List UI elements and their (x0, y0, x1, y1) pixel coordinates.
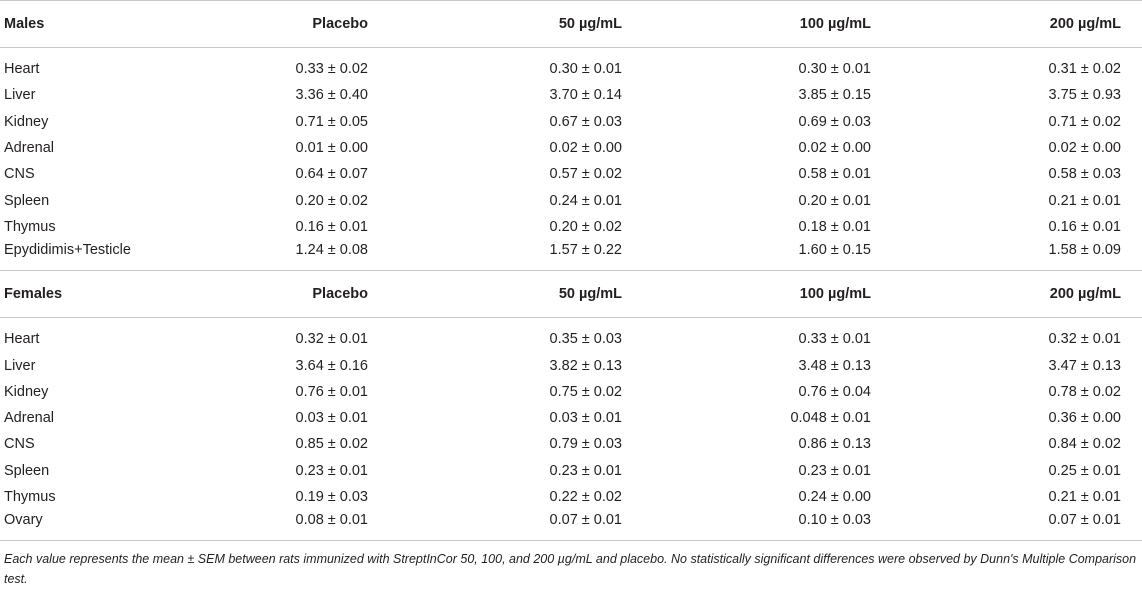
value-cell: 0.79 ± 0.03 (549, 436, 622, 453)
column-header: 50 µg/mL (374, 1, 629, 48)
table-row (0, 379, 1142, 405)
value-cell: 0.23 ± 0.01 (549, 462, 622, 479)
value-cell: 1.24 ± 0.08 (200, 240, 374, 271)
column-header: 100 µg/mL (629, 271, 884, 318)
value-cell: 0.20 ± 0.01 (798, 192, 871, 209)
value-cell: 0.76 ± 0.01 (295, 383, 368, 400)
value-cell: 0.76 ± 0.04 (798, 383, 871, 400)
value-cell: 0.07 ± 0.01 (374, 510, 629, 541)
value-cell: 0.33 ± 0.02 (295, 61, 368, 78)
value-cell: 0.24 ± 0.01 (549, 192, 622, 209)
value-cell: 0.16 ± 0.01 (1048, 218, 1121, 235)
column-header: Placebo (200, 271, 374, 318)
value-cell: 3.48 ± 0.13 (798, 357, 871, 374)
value-cell: 0.03 ± 0.01 (549, 410, 622, 427)
organ-label: Adrenal (4, 140, 54, 157)
value-cell: 0.58 ± 0.03 (1048, 166, 1121, 183)
section-header-row (0, 271, 1142, 318)
section-header-row (0, 1, 1142, 48)
spacer-row (0, 48, 1142, 57)
table-row (0, 135, 1142, 161)
value-cell: 0.32 ± 0.01 (1048, 331, 1121, 348)
value-cell: 0.71 ± 0.02 (1048, 113, 1121, 130)
value-cell: 3.82 ± 0.13 (549, 357, 622, 374)
value-cell: 0.71 ± 0.05 (295, 113, 368, 130)
table-row (0, 82, 1142, 108)
value-cell: 0.10 ± 0.03 (629, 510, 884, 541)
value-cell: 0.86 ± 0.13 (798, 436, 871, 453)
value-cell: 1.57 ± 0.22 (374, 240, 629, 271)
value-cell: 0.78 ± 0.02 (1048, 383, 1121, 400)
value-cell: 0.22 ± 0.02 (549, 489, 622, 505)
table-row (0, 109, 1142, 135)
organ-label: CNS (4, 436, 35, 453)
value-cell: 0.30 ± 0.01 (549, 61, 622, 78)
value-cell: 0.23 ± 0.01 (295, 462, 368, 479)
value-cell: 0.048 ± 0.01 (790, 410, 871, 427)
organ-label: Thymus (4, 489, 56, 505)
organ-label: CNS (4, 166, 35, 183)
table-body (0, 1, 1142, 541)
value-cell: 0.02 ± 0.00 (1048, 140, 1121, 157)
column-header: 100 µg/mL (629, 1, 884, 48)
organ-label: Heart (4, 61, 40, 78)
table-row (0, 56, 1142, 82)
table-row (0, 161, 1142, 187)
value-cell: 0.02 ± 0.00 (549, 140, 622, 157)
organ-label: Adrenal (4, 410, 54, 427)
organ-label: Thymus (4, 218, 56, 235)
group-label: Males (0, 1, 200, 48)
group-label: Females (0, 271, 200, 318)
value-cell: 0.75 ± 0.02 (549, 383, 622, 400)
column-header: Placebo (200, 1, 374, 48)
table-row (0, 326, 1142, 352)
value-cell: 0.02 ± 0.00 (798, 140, 871, 157)
table-row (0, 484, 1142, 510)
value-cell: 0.20 ± 0.02 (549, 218, 622, 235)
value-cell: 0.24 ± 0.00 (798, 489, 871, 505)
value-cell: 1.60 ± 0.15 (629, 240, 884, 271)
table-footnote: Each value represents the mean ± SEM between rats immunized with StreptInCor 50, 100, and 200 µg/mL and placebo. No statistically significant differences were observed by Dunn's Multiple Comparison test. (4, 552, 1137, 586)
column-header: 200 µg/mL (884, 271, 1142, 318)
value-cell: 3.64 ± 0.16 (295, 357, 368, 374)
table-row (0, 431, 1142, 457)
column-header: 200 µg/mL (884, 1, 1142, 48)
organ-label: Spleen (4, 462, 50, 479)
organ-label: Liver (4, 87, 36, 104)
column-header: 50 µg/mL (374, 271, 629, 318)
value-cell: 0.69 ± 0.03 (798, 113, 871, 130)
organ-label: Kidney (4, 383, 49, 400)
value-cell: 0.07 ± 0.01 (884, 510, 1142, 541)
value-cell: 0.58 ± 0.01 (798, 166, 871, 183)
value-cell: 0.85 ± 0.02 (295, 436, 368, 453)
value-cell: 3.75 ± 0.93 (1048, 87, 1121, 104)
value-cell: 3.70 ± 0.14 (549, 87, 622, 104)
value-cell: 0.20 ± 0.02 (295, 192, 368, 209)
value-cell: 0.21 ± 0.01 (1048, 192, 1121, 209)
value-cell: 0.19 ± 0.03 (295, 489, 368, 505)
value-cell: 0.32 ± 0.01 (295, 331, 368, 348)
table-row (0, 240, 1142, 271)
value-cell: 0.36 ± 0.00 (1048, 410, 1121, 427)
value-cell: 3.47 ± 0.13 (1048, 357, 1121, 374)
value-cell: 0.31 ± 0.02 (1048, 61, 1121, 78)
value-cell: 0.21 ± 0.01 (1048, 489, 1121, 505)
value-cell: 0.30 ± 0.01 (798, 61, 871, 78)
spacer-row (0, 318, 1142, 327)
organ-label: Heart (4, 331, 40, 348)
value-cell: 0.18 ± 0.01 (798, 218, 871, 235)
table-row (0, 405, 1142, 431)
table-row (0, 352, 1142, 378)
value-cell: 0.57 ± 0.02 (549, 166, 622, 183)
value-cell: 0.23 ± 0.01 (798, 462, 871, 479)
organ-label: Liver (4, 357, 36, 374)
organ-label: Epydidimis+Testicle (0, 240, 200, 271)
value-cell: 0.64 ± 0.07 (295, 166, 368, 183)
value-cell: 0.16 ± 0.01 (295, 218, 368, 235)
value-cell: 0.67 ± 0.03 (549, 113, 622, 130)
value-cell: 3.36 ± 0.40 (295, 87, 368, 104)
table-row (0, 187, 1142, 213)
value-cell: 0.35 ± 0.03 (549, 331, 622, 348)
value-cell: 1.58 ± 0.09 (884, 240, 1142, 271)
value-cell: 0.01 ± 0.00 (295, 140, 368, 157)
organ-label: Kidney (4, 113, 49, 130)
table-row (0, 458, 1142, 484)
organ-label: Ovary (0, 510, 200, 541)
table-row (0, 214, 1142, 240)
value-cell: 0.03 ± 0.01 (295, 410, 368, 427)
value-cell: 0.84 ± 0.02 (1048, 436, 1121, 453)
value-cell: 3.85 ± 0.15 (798, 87, 871, 104)
table-row (0, 510, 1142, 541)
value-cell: 0.25 ± 0.01 (1048, 462, 1121, 479)
value-cell: 0.33 ± 0.01 (798, 331, 871, 348)
value-cell: 0.08 ± 0.01 (200, 510, 374, 541)
organ-label: Spleen (4, 192, 50, 209)
